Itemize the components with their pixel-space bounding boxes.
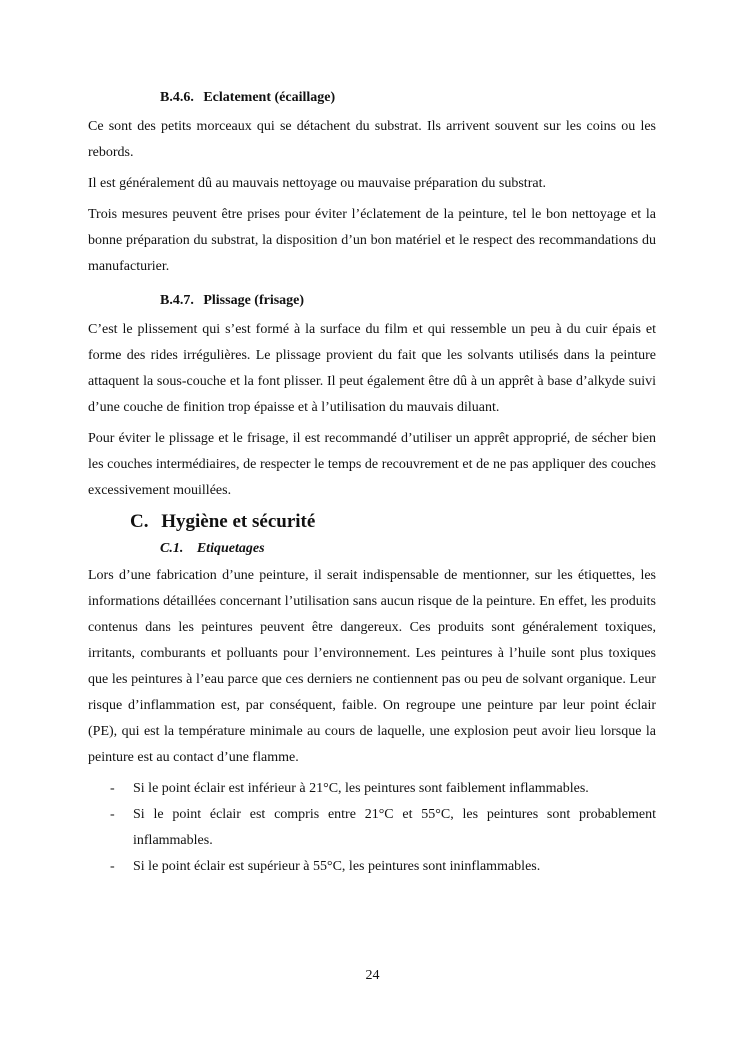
- bullet-list: [88, 776, 656, 880]
- page-number: 24: [365, 968, 380, 983]
- heading-c-number: C.: [130, 511, 149, 532]
- heading-b47-number: B.4.7.: [160, 293, 194, 308]
- paragraph-b47-1: C’est le plissement qui s’est formé à la surface du film et qui ressemble un peu à du cuir épais et forme des rides irrégulières. Le plissage provient du fait que les solvants utilisés dans la peinture attaquent la sous-couche et la font plisser. Il peut également être dû à un apprêt à base d’alkyde suivi d’une couche de finition trop épaisse et à l’utilisation du mauvais diluant.: [88, 322, 656, 415]
- heading-c1: [160, 539, 656, 559]
- bullet-dash: -: [110, 807, 115, 822]
- list-item: [88, 854, 656, 880]
- heading-b46: [160, 88, 656, 108]
- heading-b46-title: Eclatement (écaillage): [203, 90, 336, 105]
- heading-b47-title: Plissage (frisage): [203, 293, 305, 308]
- paragraph-b47-2: Pour éviter le plissage et le frisage, il est recommandé d’utiliser un apprêt approprié, de sécher bien les couches intermédiaires, de respecter le temps de recouvrement et de ne pas appliquer des couches excessivement mouillées.: [88, 431, 656, 498]
- heading-b46-number: B.4.6.: [160, 90, 194, 105]
- heading-b47: [160, 291, 656, 311]
- list-item: [88, 802, 656, 854]
- paragraph-b46-2: Il est généralement dû au mauvais nettoyage ou mauvaise préparation du substrat.: [88, 176, 546, 191]
- bullet-dash: -: [110, 781, 115, 796]
- paragraph-b46-3: Trois mesures peuvent être prises pour éviter l’éclatement de la peinture, tel le bon nettoyage et la bonne préparation du substrat, la disposition d’un bon matériel et le respect des recommandations du manufacturier.: [88, 207, 656, 274]
- page-content: [88, 88, 656, 880]
- heading-c1-title: Etiquetages: [196, 541, 265, 556]
- list-item: [88, 776, 656, 802]
- paragraph-c1: Lors d’une fabrication d’une peinture, il serait indispensable de mentionner, sur les étiquettes, les informations détaillées concernant l’utilisation sans aucun risque de la peinture. En effet, les produits contenus dans les peintures peuvent être dangereux. Ces produits sont généralement toxiques, irritants, comburants et polluants pour l’environnement. Les peintures à l’huile sont plus toxiques que les peintures à l’eau parce que ces derniers ne contiennent pas ou peu de solvant organique. Leur risque d’inflammation est, par conséquent, faible. On regroupe une peinture par leur point éclair (PE), qui est la température minimale au cours de laquelle, une explosion peut avoir lieu lorsque la peinture est au contact d’une flamme.: [88, 568, 656, 765]
- list-item-text: Si le point éclair est inférieur à 21°C, les peintures sont faiblement inflammables.: [133, 781, 589, 796]
- paragraph-b46-1: Ce sont des petits morceaux qui se détachent du substrat. Ils arrivent souvent sur les coins ou les rebords.: [88, 119, 656, 160]
- list-item-text: Si le point éclair est compris entre 21°C et 55°C, les peintures sont probablement inflammables.: [133, 807, 656, 848]
- heading-c-title: Hygiène et sécurité: [161, 511, 316, 532]
- heading-c1-number: C.1.: [160, 541, 184, 556]
- list-item-text: Si le point éclair est supérieur à 55°C, les peintures sont ininflammables.: [133, 859, 541, 874]
- bullet-dash: -: [110, 859, 115, 874]
- heading-c: [130, 509, 656, 535]
